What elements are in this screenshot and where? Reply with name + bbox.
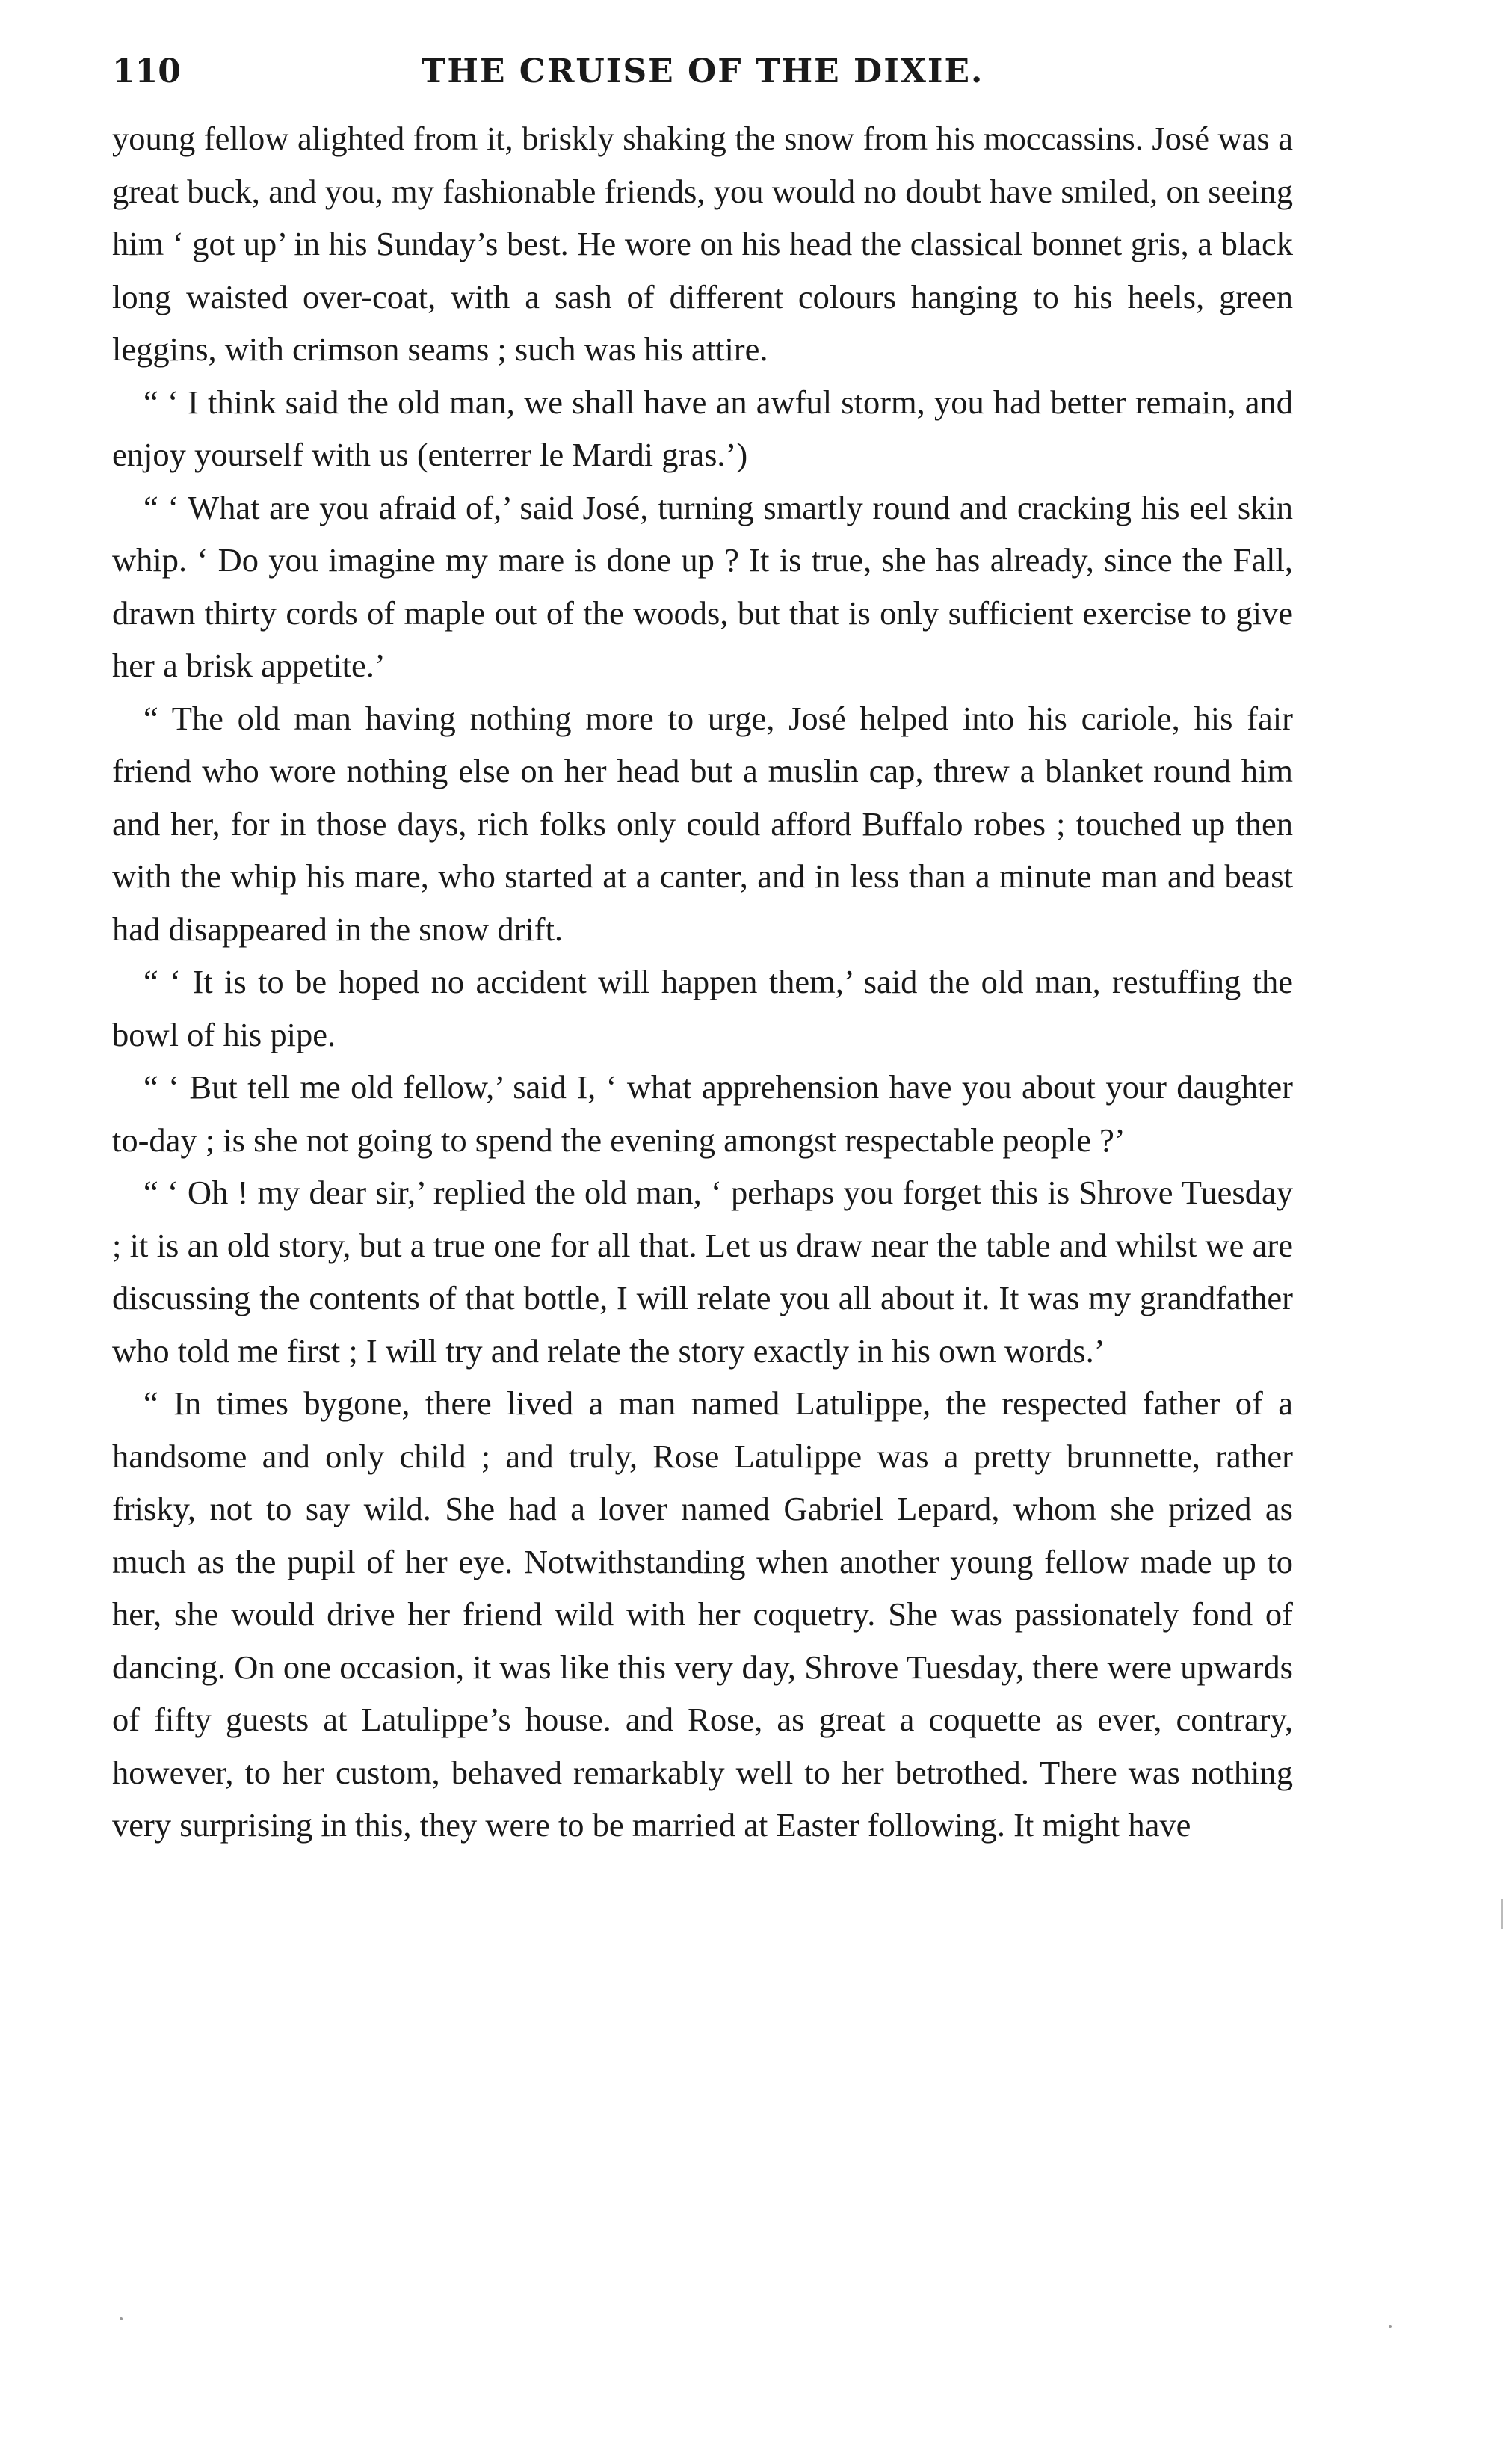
running-title: THE CRUISE OF THE DIXIE. xyxy=(421,52,984,90)
book-page xyxy=(112,52,1293,1852)
print-speck xyxy=(120,2317,123,2320)
paragraph-hope-no-accident: “ ‘ It is to be hoped no accident will happen them,’ said the old man, restuffing the bowl of his pipe. xyxy=(112,963,1293,1053)
body-text xyxy=(112,112,1293,1852)
page-header xyxy=(112,52,1293,112)
paragraph-continuation: young fellow alighted from it, briskly shaking the snow from his moccassins. José was a great buck, and you, my fashionable friends, you would no doubt have smiled, on seeing him ‘ got up’ in his Sunday’s best. He wore on his head the classical bonnet gris, a black long waisted over-coat, with a sash of different colours hanging to his heels, green leggins, with crimson seams ; such was his attire. xyxy=(112,120,1293,368)
page-number: 110 xyxy=(112,52,181,90)
paragraph-apprehension: “ ‘ But tell me old fellow,’ said I, ‘ what apprehension have you about your daughter to-day ; is she not going to spend the evening amongst respectable people ?’ xyxy=(112,1068,1293,1159)
paragraph-latulippe-story: “ In times bygone, there lived a man named Latulippe, the respected father of a handsome and only child ; and truly, Rose Latulippe was a pretty brunnette, rather frisky, not to say wild. She had a lover named Gabriel Lepard, whom she prized as much as the pupil of her eye. Notwithstanding when another young fellow made up to her, she would drive her friend wild with her coquetry. She was passionately fond of dancing. On one occasion, it was like this very day, Shrove Tuesday, there were upwards of fifty guests at Latulippe’s house. and Rose, as great a coquette as ever, contrary, however, to her custom, behaved remarkably well to her betrothed. There was nothing very surprising in this, they were to be married at Easter following. It might have xyxy=(112,1385,1293,1844)
paragraph-jose-reply: “ ‘ What are you afraid of,’ said José, turning smartly round and cracking his eel skin whip. ‘ Do you imagine my mare is done up ? It is true, she has already, since the Fall, drawn thirty cords of maple out of the woods, but that is only sufficient exercise to give her a brisk appetite.’ xyxy=(112,488,1293,684)
paragraph-old-man-storm: “ ‘ I think said the old man, we shall have an awful storm, you had better remain, and enjoy yourself with us (enterrer le Mardi gras.’) xyxy=(112,383,1293,473)
paragraph-departure: “ The old man having nothing more to urge, José helped into his cariole, his fair friend who wore nothing else on her head but a muslin cap, threw a blanket round him and her, for in those days, rich folks only could afford Buffalo robes ; touched up then with the whip his mare, who started at a canter, and in less than a minute man and beast had disappeared in the snow drift. xyxy=(112,699,1293,948)
paragraph-shrove-tuesday: “ ‘ Oh ! my dear sir,’ replied the old man, ‘ perhaps you forget this is Shrove Tuesday ; it is an old story, but a true one for all that. Let us draw near the table and whilst we are discussing the contents of that bottle, I will relate you all about it. It was my grandfather who told me first ; I will try and relate the story exactly in his own words.’ xyxy=(112,1174,1293,1370)
print-speck xyxy=(1389,2325,1392,2328)
